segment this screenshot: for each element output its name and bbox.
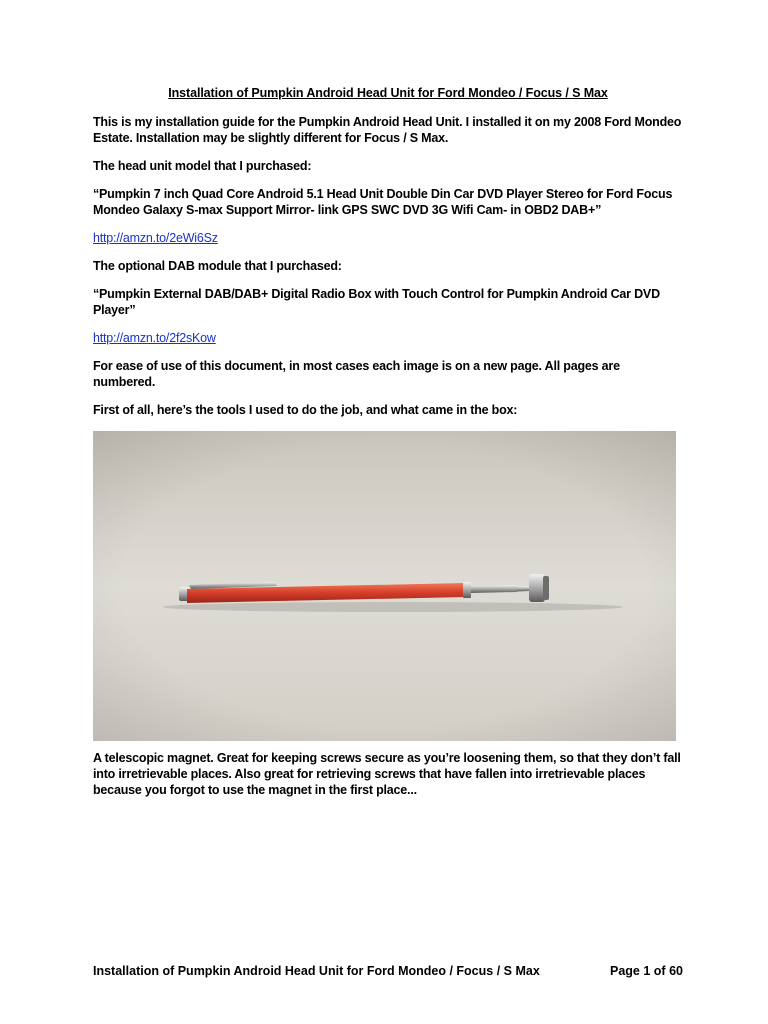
- ease-note: For ease of use of this document, in most cases each image is on a new page. All pages are numbered.: [93, 359, 620, 389]
- photo-caption: A telescopic magnet. Great for keeping screws secure as you’re loosening them, so that they don’t fall into irretrievable places. Also great for retrieving screws that have fallen into irretrievable places because you forgot to use the magnet in the first place...: [93, 751, 681, 797]
- document-title: Installation of Pumpkin Android Head Unit for Ford Mondeo / Focus / S Max: [168, 86, 608, 100]
- model-link-paragraph: [93, 230, 683, 246]
- photo-caption-block: [93, 750, 683, 810]
- intro-paragraph: This is my installation guide for the Pumpkin Android Head Unit. I installed it on my 2008 Ford Mondeo Estate. Installation may be slightly different for Focus / S Max.: [93, 115, 682, 145]
- model-link[interactable]: http://amzn.to/2eWi6Sz: [93, 231, 218, 245]
- dab-name: “Pumpkin External DAB/DAB+ Digital Radio Box with Touch Control for Pumpkin Android Car DVD Player”: [93, 287, 660, 317]
- tools-intro: First of all, here’s the tools I used to do the job, and what came in the box:: [93, 403, 518, 417]
- page-current: 1: [643, 964, 651, 978]
- page-footer: [93, 964, 683, 978]
- dab-link[interactable]: http://amzn.to/2f2sKow: [93, 331, 216, 345]
- page-label: Page: [609, 964, 640, 978]
- dab-heading: The optional DAB module that I purchased:: [93, 259, 342, 273]
- document-body: [93, 86, 683, 430]
- page-number: [610, 964, 683, 978]
- model-name: “Pumpkin 7 inch Quad Core Android 5.1 Head Unit Double Din Car DVD Player Stereo for Ford Focus Mondeo Galaxy S-max Support Mirror- link GPS SWC DVD 3G Wifi Cam- in OBD2 DAB+”: [93, 187, 673, 217]
- footer-title: Installation of Pumpkin Android Head Unit for Ford Mondeo / Focus / S Max: [93, 964, 540, 978]
- model-heading: The head unit model that I purchased:: [93, 159, 312, 173]
- telescopic-magnet-photo: [93, 431, 676, 741]
- page-total: 60: [669, 964, 683, 978]
- page-of: of: [653, 964, 666, 978]
- dab-link-paragraph: [93, 330, 683, 346]
